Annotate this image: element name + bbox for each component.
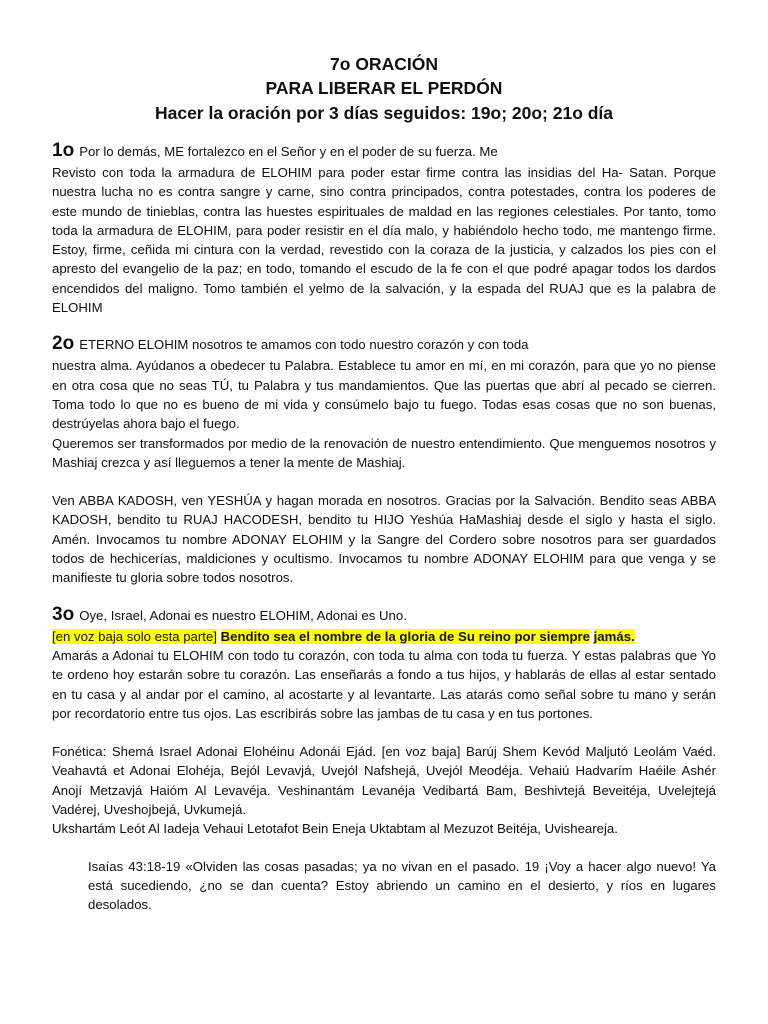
section-3-first-line: [52, 604, 716, 627]
phonetic-paragraph: Fonética: Shemá Israel Adonai Elohéinu Adonái Ejád. [en voz baja] Barúj Shem Kevód Maljutó Leolám Vaéd. Veahavtá et Adonai Elohéja, Bejól Levavjá, Uvejól Nafshejá, Uvejól Meodéja. Vehaiú Hadvarím Haéile Ashér Anojí Metzavjá Haióm Al Levavéja. Veshinantám Levanéja Vedibartá Bam, Beshivtejá Beveitéja, Uvelejtejá Vadérej, Uveshojbejá, Uvkumejá.: [52, 744, 716, 818]
section-2-paragraph-3: Ven ABBA KADOSH, ven YESHÚA y hagan morada en nosotros. Gracias por la Salvación. Bendito seas ABBA KADOSH, bendito tu RUAJ HACODESH, bendito tu HIJO Yeshúa HaMashiaj desde el siglo y hasta el siglo. Amén. Invocamos tu nombre ADONAY ELOHIM y la Sangre del Cordero sobre nosotros para ser guardados todos de hechicerías, maldiciones y ocultismo. Invocamos tu nombre ADONAY ELOHIM para que venga y se manifieste tu gloria sobre todos nosotros.: [52, 493, 716, 586]
blessing-highlight: Bendito sea el nombre de la gloria de Su reino por siempre: [220, 628, 590, 644]
section-3: [52, 604, 716, 839]
section-2-number: 2o: [52, 333, 75, 355]
section-2-first-line: [52, 333, 716, 356]
section-1: [52, 140, 716, 317]
section-3-paragraph-1: Amarás a Adonai tu ELOHIM con todo tu corazón, con toda tu alma con toda tu fuerza. Y estas palabras que Yo te ordeno hoy estarán sobre tu corazón. Las enseñarás a fondo a tus hijos, y hablarás de ellas al estar sentado en tu casa y al andar por el camino, al acostarte y al levantarte. Las atarás como señal sobre tu mano y serán por recordatorio entre tus ojos. Las escribirás sobre las jambas de tu casa y en tus portones.: [52, 647, 716, 721]
title-block: [52, 52, 716, 126]
title-line-1: 7o ORACIÓN: [330, 54, 438, 74]
title-line-3: Hacer la oración por 3 días seguidos: 19o; 20o; 21o día: [154, 103, 614, 123]
verse-item: [52, 857, 716, 915]
section-2-paragraph-1: nuestra alma. Ayúdanos a obedecer tu Palabra. Establece tu amor en mí, en mi corazón, para que yo no piense en otra cosa que no seas TÚ, tu Palabra y tus mandamientos. Que las puertas que abrí al pecado se cierren. Toma todo lo que no es bueno de mi vida y consúmelo bajo tu fuego. Todas esas cosas que no son buenas, destrúyelas ahora bajo el fuego.: [52, 358, 716, 432]
phonetic-paragraph-end: Ukshartám Leót Al Iadeja Vehaui Letotafot Bein Eneja Uktabtam al Mezuzot Beitéja, Uvisheareja.: [52, 821, 618, 837]
section-2-paragraph-2: Queremos ser transformados por medio de la renovación de nuestro entendimiento. Que menguemos nosotros y Mashiaj crezca y así lleguemos a tener la mente de Mashiaj.: [52, 435, 716, 470]
section-2: [52, 333, 716, 587]
section-2-intro: ETERNO ELOHIM nosotros te amamos con todo nuestro corazón y con toda: [79, 337, 529, 353]
section-3-number: 3o: [52, 603, 75, 625]
section-1-number: 1o: [52, 140, 75, 161]
spacer: [52, 472, 716, 491]
blessing-highlight-end: jamás.: [593, 628, 635, 644]
bullet-glyph-icon: [52, 857, 88, 915]
section-3-intro: Oye, Israel, Adonai es nuestro ELOHIM, Adonai es Uno.: [79, 607, 407, 623]
highlighted-line: [52, 627, 716, 646]
section-1-intro: Por lo demás, ME fortalezco en el Señor y en el poder de su fuerza. Me: [79, 144, 498, 159]
title-line-2: PARA LIBERAR EL PERDÓN: [265, 78, 503, 98]
whisper-note: [en voz baja solo esta parte]: [52, 628, 217, 644]
section-1-first-line: [52, 140, 716, 163]
spacer: [52, 723, 716, 742]
verse-text: Isaías 43:18-19 «Olviden las cosas pasadas; ya no vivan en el pasado. 19 ¡Voy a hacer algo nuevo! Ya está sucediendo, ¿no se dan cuenta? Estoy abriendo un camino en el desierto, y ríos en lugares desolados.: [88, 858, 716, 913]
section-1-body: Revisto con toda la armadura de ELOHIM para poder estar firme contra las insidias del Ha- Satan. Porque nuestra lucha no es contra sangre y carne, sino contra principados, contra potestades, contra los poderes de este mundo de tinieblas, contra las huestes espirituales de maldad en las regiones celestiales. Por tanto, tomo toda la armadura de ELOHIM, para poder resistir en el día malo, y habiéndolo hecho todo, me mantengo firme. Estoy, firme, ceñida mi cintura con la verdad, revestido con la coraza de la justicia, y calzados los pies con el apresto del evangelio de la paz; en todo, tomando el escudo de la fe con el que podré apagar todos los dardos encendidos del maligno. Tomo también el yelmo de la salvación, y la espada del RUAJ que es la palabra de ELOHIM: [52, 165, 716, 316]
